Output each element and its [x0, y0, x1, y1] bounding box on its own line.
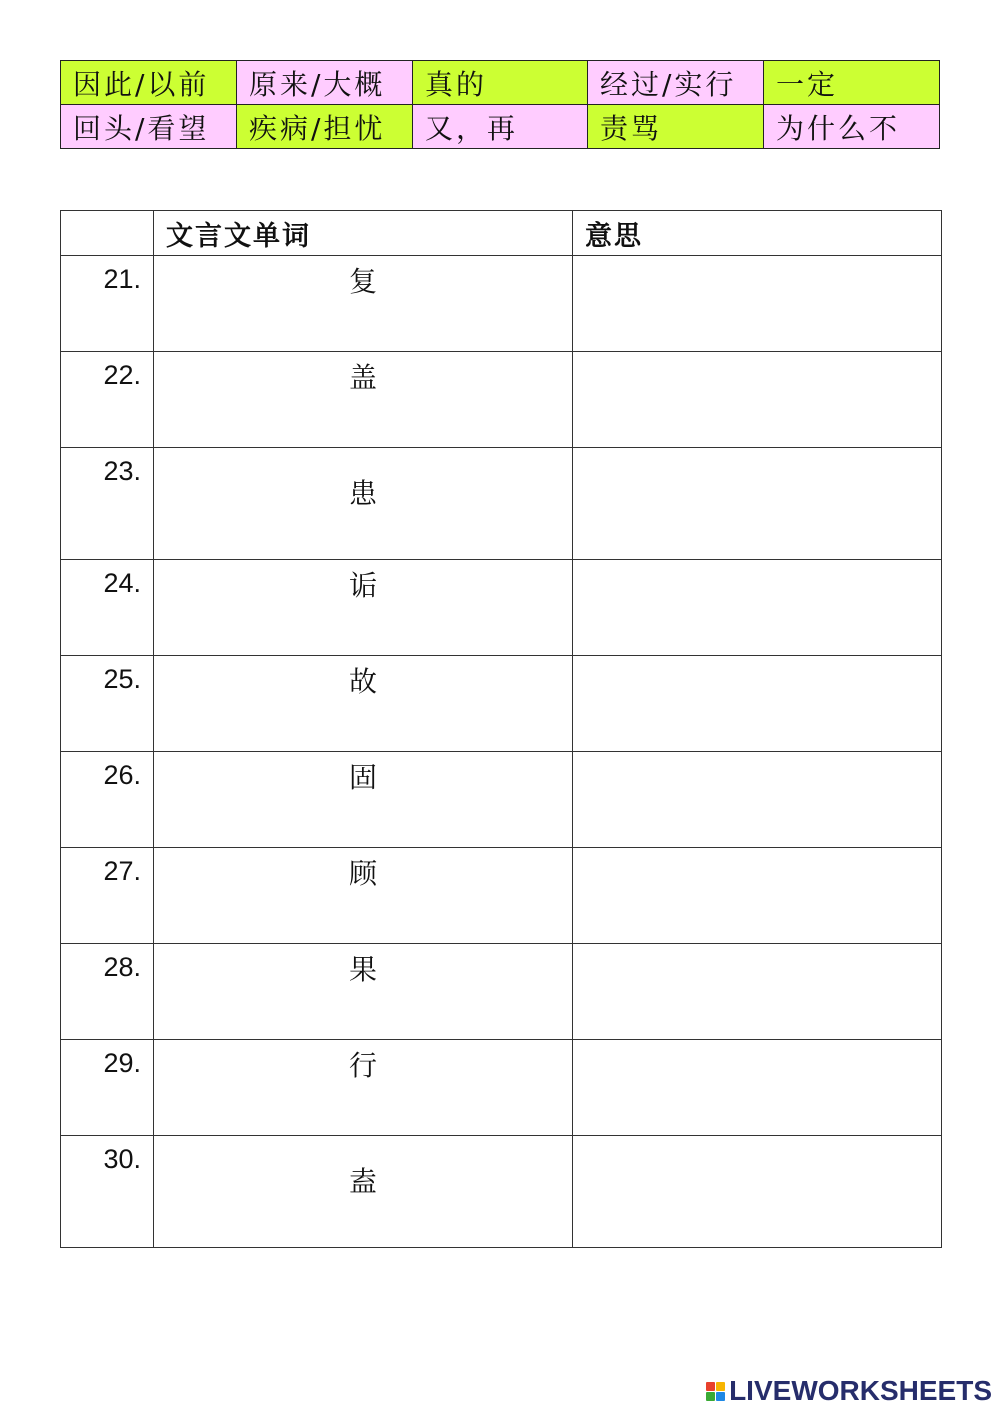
table-row	[61, 752, 942, 848]
word-bank-cell: 责骂	[588, 105, 764, 149]
word-bank-cell: 因此/以前	[61, 61, 237, 105]
item-number: 22.	[61, 352, 154, 448]
header-word: 文言文单词	[154, 211, 573, 256]
table-row	[61, 256, 942, 352]
item-number: 25.	[61, 656, 154, 752]
item-word: 固	[154, 752, 573, 848]
word-bank-cell: 原来/大概	[237, 61, 413, 105]
brand-square-red	[706, 1382, 715, 1391]
item-word: 果	[154, 944, 573, 1040]
table-row	[61, 352, 942, 448]
word-bank-cell: 回头/看望	[61, 105, 237, 149]
item-number: 29.	[61, 1040, 154, 1136]
answer-field[interactable]	[573, 1136, 942, 1248]
brand-square-yellow	[716, 1382, 725, 1391]
brand-name: LIVEWORKSHEETS	[729, 1375, 992, 1406]
word-bank-cell: 疾病/担忧	[237, 105, 413, 149]
brand-mark-icon	[706, 1382, 725, 1401]
liveworksheets-logo	[706, 1375, 992, 1407]
table-row	[61, 944, 942, 1040]
word-bank-cell: 又，再	[413, 105, 588, 149]
item-word: 患	[154, 448, 573, 560]
item-number: 23.	[61, 448, 154, 560]
answer-field[interactable]	[573, 848, 942, 944]
answer-field[interactable]	[573, 448, 942, 560]
table-row	[61, 656, 942, 752]
answer-field[interactable]	[573, 656, 942, 752]
item-number: 24.	[61, 560, 154, 656]
answer-field[interactable]	[573, 752, 942, 848]
word-bank-cell: 为什么不	[764, 105, 940, 149]
header-number	[61, 211, 154, 256]
item-word: 盖	[154, 352, 573, 448]
item-word: 盍	[154, 1136, 573, 1248]
table-row	[61, 848, 942, 944]
item-word: 诟	[154, 560, 573, 656]
item-number: 26.	[61, 752, 154, 848]
header-meaning: 意思	[573, 211, 942, 256]
word-bank-cell: 一定	[764, 61, 940, 105]
table-row	[61, 448, 942, 560]
answer-field[interactable]	[573, 560, 942, 656]
brand-square-green	[706, 1392, 715, 1401]
item-number: 30.	[61, 1136, 154, 1248]
item-word: 顾	[154, 848, 573, 944]
word-bank-row	[61, 61, 940, 105]
item-number: 21.	[61, 256, 154, 352]
word-bank-row	[61, 105, 940, 149]
table-row	[61, 1136, 942, 1248]
item-word: 行	[154, 1040, 573, 1136]
answer-field[interactable]	[573, 256, 942, 352]
word-bank-cell: 经过/实行	[588, 61, 764, 105]
word-bank-cell: 真的	[413, 61, 588, 105]
item-word: 故	[154, 656, 573, 752]
answer-field[interactable]	[573, 1040, 942, 1136]
item-number: 28.	[61, 944, 154, 1040]
brand-square-blue	[716, 1392, 725, 1401]
worksheet-header-row	[61, 211, 942, 256]
item-word: 复	[154, 256, 573, 352]
answer-field[interactable]	[573, 352, 942, 448]
item-number: 27.	[61, 848, 154, 944]
word-bank	[60, 60, 940, 149]
table-row	[61, 1040, 942, 1136]
worksheet-table	[60, 210, 942, 1248]
answer-field[interactable]	[573, 944, 942, 1040]
table-row	[61, 560, 942, 656]
